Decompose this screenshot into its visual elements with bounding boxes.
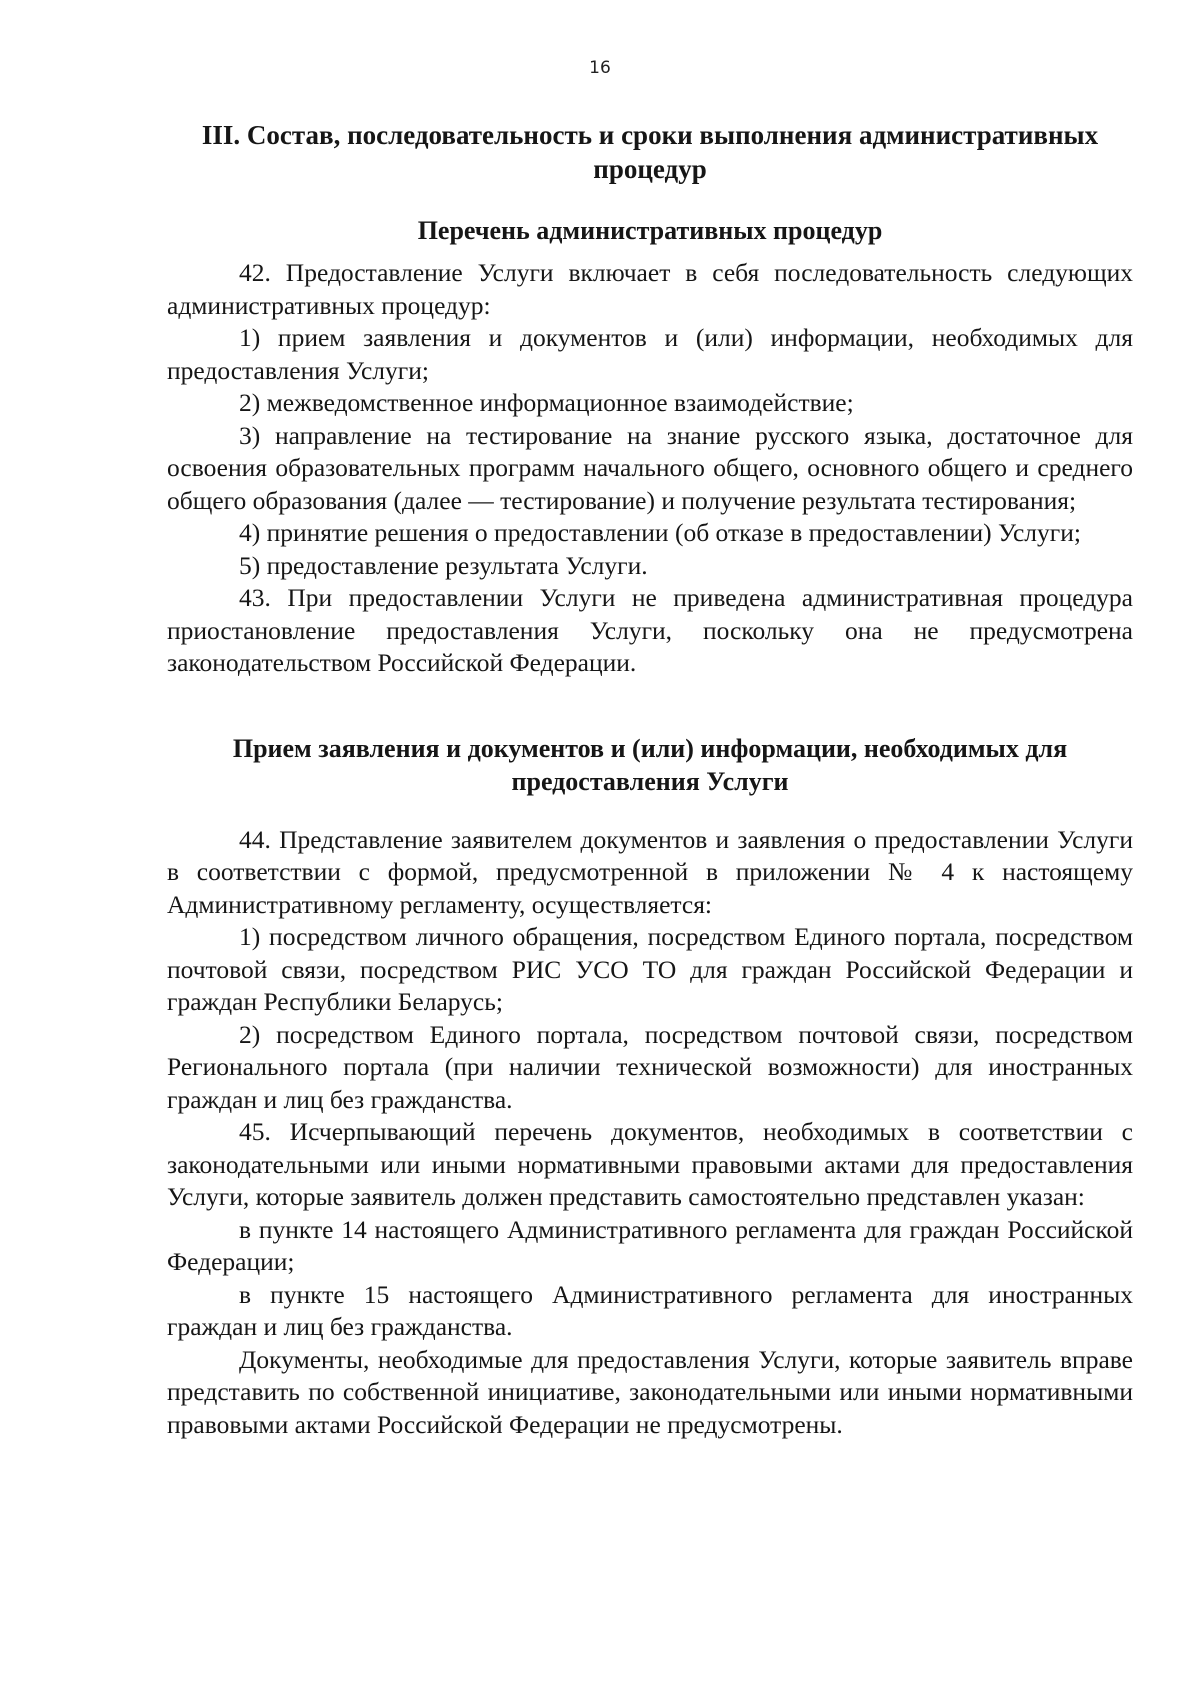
paragraph-42: 42. Предоставление Услуги включает в себя последовательность следующих административных процедур: (167, 258, 1133, 320)
subsection-title-application-intake: Прием заявления и документов и (или) информации, необходимых для предоставления Услуги (232, 733, 1068, 796)
paragraph-44-item-1: 1) посредством личного обращения, посредством Единого портала, посредством почтовой связи, посредством РИС УСО ТО для граждан Российской Федерации и граждан Республики Беларусь; (167, 922, 1133, 1016)
subsection-title-procedures-list: Перечень административных процедур (417, 216, 883, 245)
list-item-5: 5) предоставление результата Услуги. (239, 550, 648, 580)
paragraph-45-item-2: в пункте 15 настоящего Административного регламента для иностранных граждан и лиц без гражданства. (167, 1279, 1133, 1341)
list-item-3: 3) направление на тестирование на знание русского языка, достаточное для освоения образовательных программ начального общего, основного общего и среднего общего образования (далее — тестирование) и получение результата тестирования; (167, 420, 1133, 515)
list-item-2: 2) межведомственное информационное взаимодействие; (239, 388, 854, 417)
page-content (167, 118, 1133, 1441)
paragraph-documents-optional: Документы, необходимые для предоставления Услуги, которые заявитель вправе представить по собственной инициативе, законодательными или иными нормативными правовыми актами Российской Федерации не предусмотрены. (167, 1344, 1133, 1439)
list-item-1: 1) прием заявления и документов и (или) информации, необходимых для предоставления Услуги; (167, 323, 1133, 385)
page-number: 16 (589, 58, 611, 78)
list-item-4: 4) принятие решения о предоставлении (об отказе в предоставлении) Услуги; (239, 518, 1081, 547)
paragraph-45-item-1: в пункте 14 настоящего Административного регламента для граждан Российской Федерации; (167, 1214, 1133, 1276)
paragraph-43: 43. При предоставлении Услуги не приведена административная процедура приостановление предоставления Услуги, поскольку она не предусмотрена законодательством Российской Федерации. (167, 583, 1133, 677)
section-title: III. Состав, последовательность и сроки выполнения административных процедур (201, 120, 1099, 184)
paragraph-44-item-2: 2) посредством Единого портала, посредством почтовой связи, посредством Регионального портала (при наличии технической возможности) для иностранных граждан и лиц без гражданства. (167, 1019, 1133, 1114)
paragraph-44: 44. Представление заявителем документов и заявления о предоставлении Услуги в соответствии с формой, предусмотренной в приложении № 4 к настоящему Административному регламенту, осуществляется: (167, 824, 1133, 919)
paragraph-45: 45. Исчерпывающий перечень документов, необходимых в соответствии с законодательными или иными нормативными правовыми актами для предоставления Услуги, которые заявитель должен представить самостоятельно представлен указан: (167, 1117, 1133, 1211)
